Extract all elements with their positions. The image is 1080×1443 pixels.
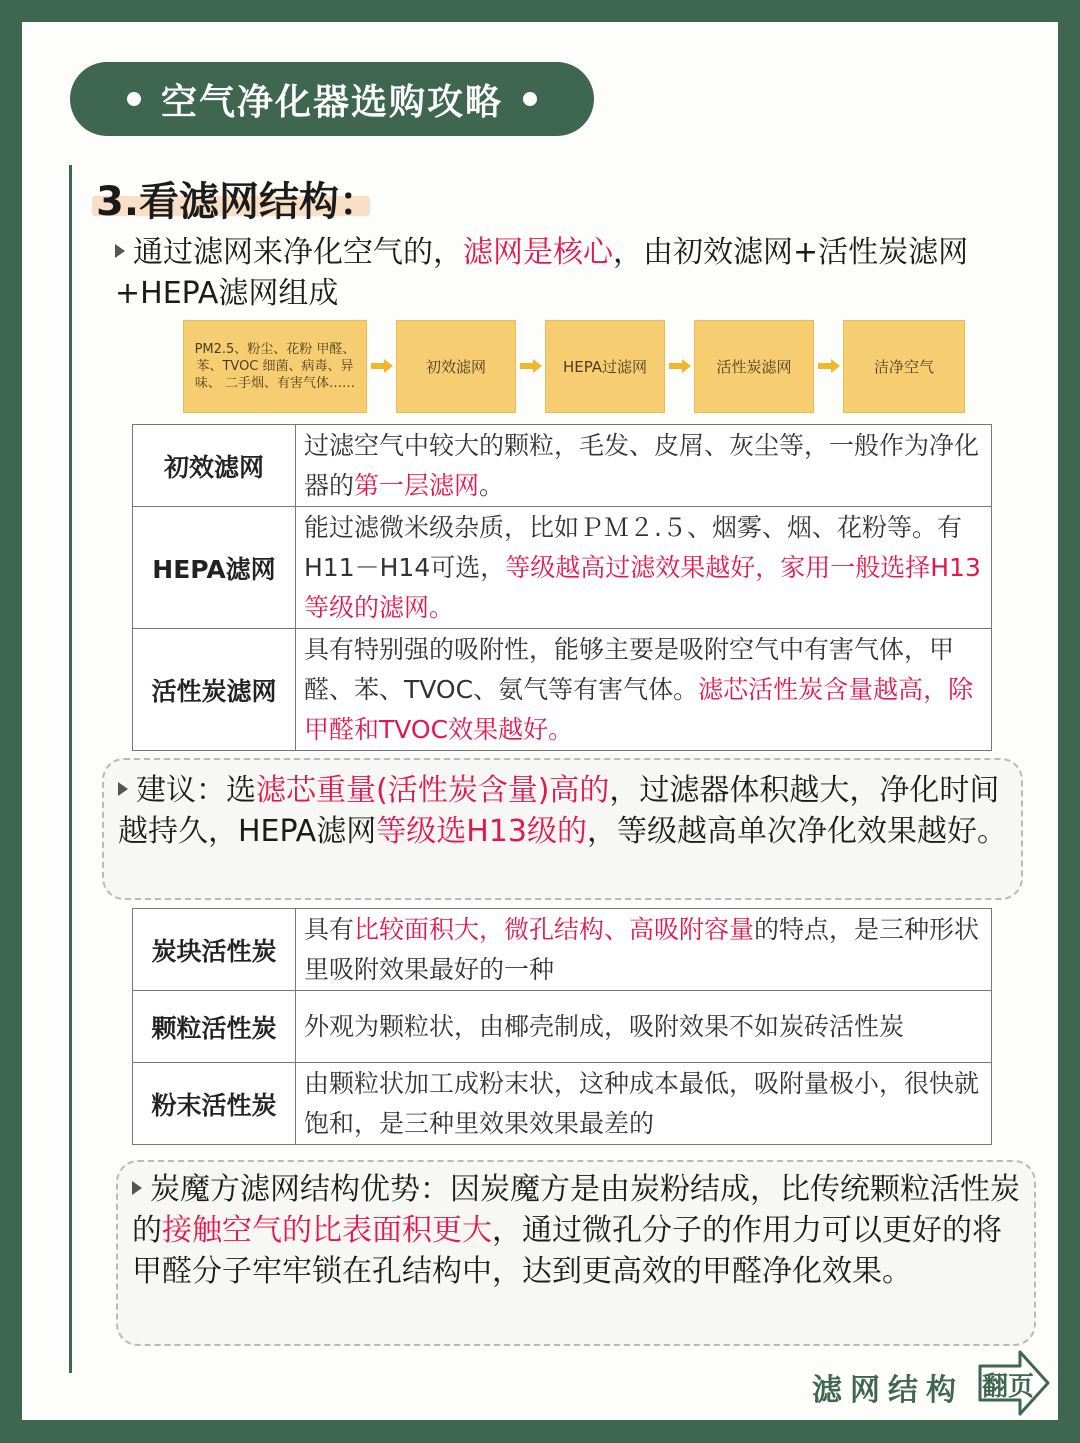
row-text-tail: 。 bbox=[479, 470, 505, 500]
intro-paragraph bbox=[115, 232, 1015, 314]
advice-highlight-2: 等级选H13级的 bbox=[376, 814, 587, 849]
triangle-bullet-icon bbox=[118, 782, 128, 796]
row-text bbox=[296, 1063, 992, 1145]
row-text-plain: 能过滤微米级杂质，比如ＰＭ２.５、烟雾、烟、花粉等。有H11－H14可选， bbox=[304, 512, 962, 582]
table-row bbox=[133, 909, 992, 991]
row-text-tail: 的特点，是三种形状里吸附效果最好的一种 bbox=[304, 914, 980, 984]
row-label: 颗粒活性炭 bbox=[133, 991, 296, 1063]
carbon-types-table bbox=[132, 908, 992, 1145]
row-text-highlight: 第一层滤网 bbox=[354, 470, 480, 500]
bullet-dot-left bbox=[127, 92, 141, 106]
filter-flow-diagram bbox=[183, 320, 965, 413]
flow-step-carbon: 活性炭滤网 bbox=[694, 320, 814, 413]
banner-title: 空气净化器选购攻略 bbox=[160, 81, 503, 123]
flow-arrow-icon bbox=[818, 359, 840, 373]
row-text-highlight: 滤芯活性炭含量越高，除甲醛和TVOC效果越好。 bbox=[304, 674, 974, 744]
filter-types-table bbox=[132, 424, 992, 751]
next-page-label: 翻页 bbox=[982, 1372, 1035, 1402]
intro-highlight: 滤网是核心 bbox=[463, 235, 613, 270]
flow-step-clean-air: 洁净空气 bbox=[843, 320, 965, 413]
row-text-plain: 具有特别强的吸附性，能够主要是吸附空气中有害气体，甲醛、苯、TVOC、氨气等有害气体。 bbox=[304, 634, 955, 704]
advice-highlight-1: 滤芯重量(活性炭含量)高的 bbox=[256, 773, 610, 808]
row-text-plain: 过滤空气中较大的颗粒，毛发、皮屑、灰尘等，一般作为净化器的 bbox=[304, 430, 980, 500]
summary-text-a: 炭魔方滤网结构优势：因炭魔方是由炭粉结成，比传统颗粒活性炭的 bbox=[132, 1172, 1020, 1248]
row-label: HEPA滤网 bbox=[133, 507, 296, 629]
table-row bbox=[133, 507, 992, 629]
flow-arrow-icon bbox=[520, 359, 542, 373]
row-text-plain: 由颗粒状加工成粉末状，这种成本最低，吸附量极小，很快就饱和，是三种里效果效果最差的 bbox=[304, 1068, 980, 1138]
table-row bbox=[133, 629, 992, 751]
summary-text-b: ，通过微孔分子的作用力可以更好的将甲醛分子牢牢锁在孔结构中，达到更高效的甲醛净化效果。 bbox=[132, 1213, 1002, 1289]
table-row bbox=[133, 425, 992, 507]
triangle-bullet-icon bbox=[115, 244, 125, 258]
row-label: 粉末活性炭 bbox=[133, 1063, 296, 1145]
title-banner bbox=[70, 62, 594, 136]
advice-paragraph bbox=[118, 770, 1008, 852]
row-label: 初效滤网 bbox=[133, 425, 296, 507]
table-row bbox=[133, 991, 992, 1063]
table-row bbox=[133, 1063, 992, 1145]
bullet-dot-right bbox=[523, 92, 537, 106]
flow-step-hepa: HEPA过滤网 bbox=[545, 320, 665, 413]
row-text bbox=[296, 909, 992, 991]
intro-text-a: 通过滤网来净化空气的， bbox=[133, 235, 463, 270]
row-text-highlight: 等级越高过滤效果越好，家用一般选择H13等级的滤网。 bbox=[304, 552, 981, 622]
left-rule bbox=[69, 165, 72, 1373]
row-text-plain: 外观为颗粒状，由椰壳制成，吸附效果不如炭砖活性炭 bbox=[304, 1011, 905, 1041]
flow-step-pollutants: PM2.5、粉尘、花粉 甲醛、苯、TVOC 细菌、病毒、异味、 二手烟、有害气体…… bbox=[183, 320, 367, 413]
row-text-highlight: 比较面积大，微孔结构、高吸附容量 bbox=[354, 914, 755, 944]
row-text bbox=[296, 629, 992, 751]
flow-step-primary: 初效滤网 bbox=[396, 320, 516, 413]
row-text bbox=[296, 507, 992, 629]
row-label: 炭块活性炭 bbox=[133, 909, 296, 991]
intro-text-b: ，由初效滤网+活性炭滤网+HEPA滤网组成 bbox=[115, 235, 969, 311]
summary-paragraph bbox=[132, 1169, 1022, 1292]
row-text bbox=[296, 991, 992, 1063]
advice-text-c: ，等级越高单次净化效果越好。 bbox=[586, 814, 1007, 849]
advice-text-b: ，过滤器体积越大，净化时间越持久，HEPA滤网 bbox=[118, 773, 1000, 849]
row-text bbox=[296, 425, 992, 507]
triangle-bullet-icon bbox=[132, 1181, 142, 1195]
row-label: 活性炭滤网 bbox=[133, 629, 296, 751]
footer-label: 滤网结构 bbox=[812, 1373, 964, 1408]
row-text-plain: 具有 bbox=[304, 914, 355, 944]
flow-arrow-icon bbox=[371, 359, 393, 373]
section-title: 3.看滤网结构： bbox=[96, 179, 380, 225]
advice-text-a: 建议：选 bbox=[136, 773, 256, 808]
summary-highlight: 接触空气的比表面积更大 bbox=[162, 1213, 492, 1248]
next-page-button[interactable] bbox=[978, 1350, 1050, 1416]
flow-arrow-icon bbox=[669, 359, 691, 373]
